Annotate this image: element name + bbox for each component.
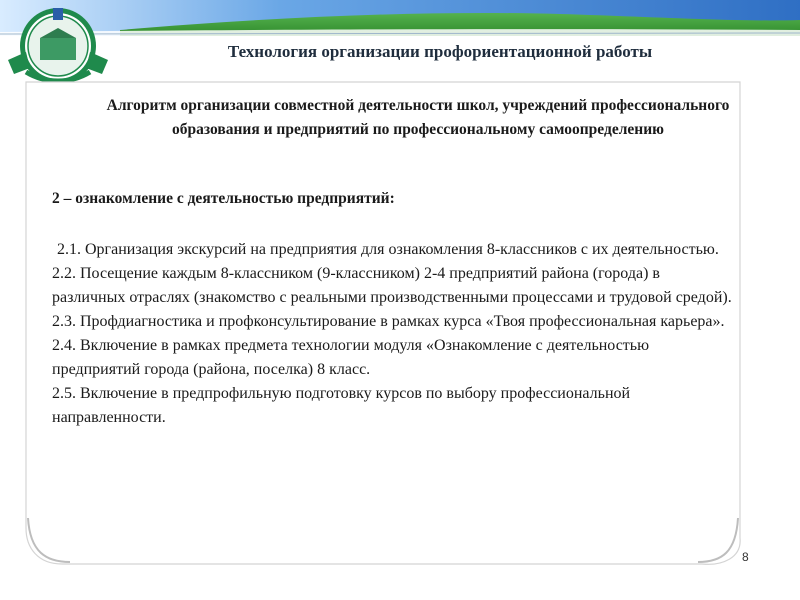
slide-subtitle: Алгоритм организации совместной деятельности школ, учреждений профессионального образования и предприятий по профессиональному самоопределению — [106, 97, 730, 138]
list-item: 2.5. Включение в предпрофильную подготовку курсов по выбору профессиональной направленности. — [52, 385, 631, 426]
institution-emblem-icon — [6, 2, 124, 90]
page-number: 8 — [742, 550, 749, 564]
list-item: 2.2. Посещение каждым 8-классником (9-классником) 2-4 предприятий района (города) в различных отраслях (знакомство с реальными производственными процессами и трудовой средой). — [52, 265, 732, 306]
items-list — [52, 238, 732, 430]
slide-title: Технология организации профориентационной работы — [227, 42, 653, 61]
list-item: 2.3. Профдиагностика и профконсультирование в рамках курса «Твоя профессиональная карьера». — [52, 313, 725, 330]
section-heading: 2 – ознакомление с деятельностью предприятий: — [52, 190, 395, 207]
list-item: 2.4. Включение в рамках предмета технологии модуля «Ознакомление с деятельностью предприятий города (района, поселка) 8 класс. — [52, 337, 650, 378]
list-item: 2.1. Организация экскурсий на предприятия для ознакомления 8-классников с их деятельностью. — [57, 241, 719, 258]
